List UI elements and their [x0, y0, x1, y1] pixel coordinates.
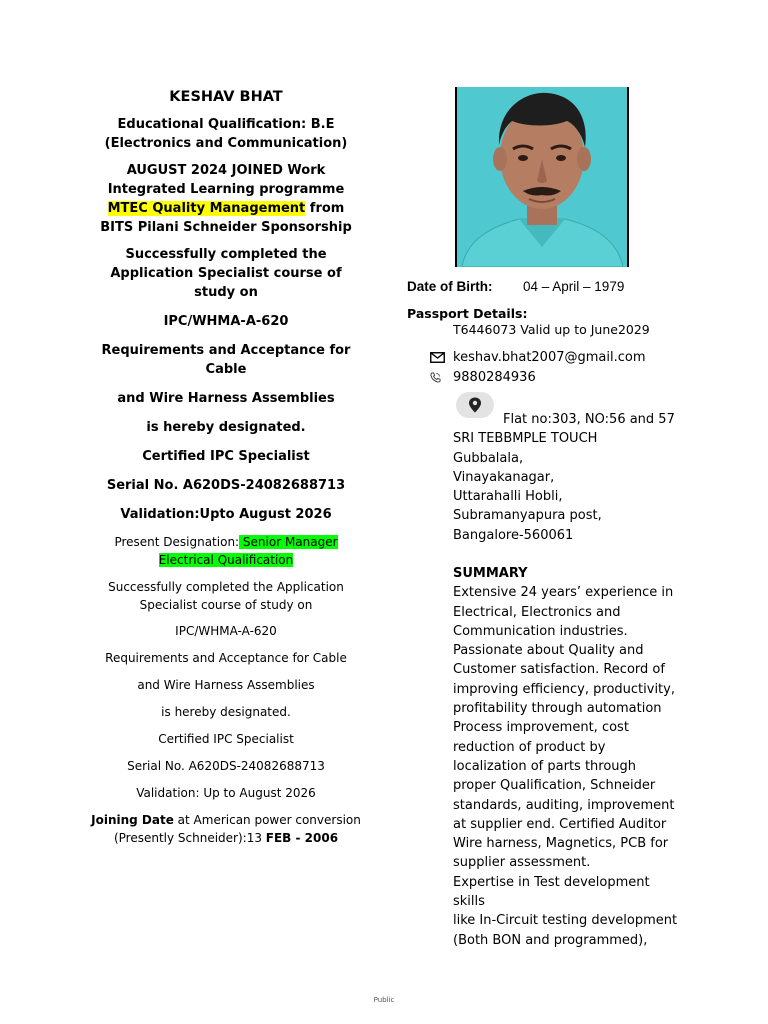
joining-text-2: (Presently Schneider):13 — [113, 831, 266, 845]
designation-label: Present Designation: — [114, 535, 240, 549]
summary-line: standards, auditing, improvement — [453, 797, 675, 813]
plain-cert-serial: Serial No. A620DS-24082688713 — [127, 759, 325, 773]
joining-paragraph — [90, 811, 362, 847]
passport-value: T6446073 Valid up to June2029 — [453, 322, 650, 337]
summary-line: Electrical, Electronics and — [453, 604, 621, 620]
phone-icon — [430, 372, 453, 383]
plain-cert-assemblies: and Wire Harness Assemblies — [137, 678, 315, 692]
summary-line: Process improvement, cost — [453, 720, 629, 736]
education-qualification: Educational Qualification: B.E (Electronics and Communication) — [104, 117, 348, 151]
address-line: Vinayakanagar, — [453, 469, 555, 485]
summary-line: Wire harness, Magnetics, PCB for — [453, 836, 669, 852]
address-line: Flat no:303, NO:56 and 57 — [503, 412, 675, 427]
summary-title: SUMMARY — [453, 566, 528, 581]
summary-line: reduction of product by — [453, 739, 606, 755]
plain-cert-requirements: Requirements and Acceptance for Cable — [105, 651, 347, 665]
plain-cert-validation: Validation: Up to August 2026 — [136, 786, 316, 800]
plain-cert-completed: Successfully completed the Application Specialist course of study on — [108, 580, 344, 612]
summary-line: Passionate about Quality and — [453, 643, 644, 659]
summary-line: Extensive 24 years’ experience in — [453, 585, 674, 601]
classification-footer: Public — [373, 996, 395, 1004]
program-suffix: from BITS Pilani Schneider Sponsorship — [100, 201, 352, 235]
bold-cert-assemblies: and Wire Harness Assemblies — [117, 391, 335, 406]
summary-line: (Both BON and programmed), — [453, 932, 648, 948]
bold-cert-designated: is hereby designated. — [146, 420, 306, 435]
left-column — [90, 88, 362, 847]
summary-line: at supplier end. Certified Auditor — [453, 816, 667, 832]
bold-cert-standard: IPC/WHMA-A-620 — [163, 314, 289, 329]
address-line: Bangalore-560061 — [453, 527, 574, 543]
bold-cert-serial: Serial No. A620DS-24082688713 — [106, 478, 346, 493]
bold-cert-requirements: Requirements and Acceptance for Cable — [101, 343, 351, 377]
plain-cert-designated: is hereby designated. — [161, 705, 291, 719]
profile-photo-illustration — [457, 87, 627, 267]
joining-date: FEB - 2006 — [265, 831, 339, 845]
envelope-icon — [430, 352, 453, 363]
summary-line: profitability through automation — [453, 701, 662, 717]
joining-text-1: at American power conversion — [173, 813, 361, 827]
designation-highlight-2: Electrical Qualification — [158, 553, 294, 567]
bold-cert-validation: Validation:Upto August 2026 — [120, 507, 332, 522]
summary-line: Communication industries. — [453, 623, 628, 639]
address-line: Subramanyapura post, — [453, 508, 602, 524]
plain-cert-certified: Certified IPC Specialist — [158, 732, 294, 746]
bold-cert-completed: Successfully completed the Application Specialist course of study on — [110, 247, 342, 300]
joining-label: Joining Date — [91, 813, 174, 827]
designation-paragraph — [90, 533, 362, 569]
plain-cert-standard: IPC/WHMA-A-620 — [175, 624, 277, 638]
date-of-birth — [407, 279, 624, 294]
email-row — [430, 350, 646, 365]
address-line: SRI TEBBMPLE TOUCH — [453, 431, 598, 447]
summary-line: like In-Circuit testing development — [453, 913, 678, 929]
summary-line: Expertise in Test development skills — [453, 874, 650, 910]
email-address[interactable]: keshav.bhat2007@gmail.com — [453, 350, 646, 365]
phone-row — [430, 370, 536, 385]
candidate-name: KESHAV BHAT — [169, 89, 283, 105]
dob-value: 04 – April – 1979 — [523, 279, 625, 294]
dob-label: Date of Birth: — [407, 279, 493, 294]
summary-line: supplier assessment. — [453, 855, 591, 871]
program-prefix: AUGUST 2024 JOINED Work Integrated Learning programme — [107, 163, 345, 197]
phone-number[interactable]: 9880284936 — [453, 370, 536, 385]
summary-line: Customer satisfaction. Record of — [453, 662, 665, 678]
address-block — [453, 410, 693, 545]
passport-label: Passport Details: — [407, 306, 528, 321]
bold-cert-certified: Certified IPC Specialist — [142, 449, 310, 464]
summary-line: improving efficiency, productivity, — [453, 681, 675, 697]
summary-line: proper Qualification, Schneider — [453, 778, 656, 794]
program-highlight: MTEC Quality Management — [107, 201, 306, 216]
summary-line: localization of parts through — [453, 758, 637, 774]
address-line: Gubbalala, — [453, 450, 524, 466]
program-paragraph — [90, 161, 362, 237]
summary-section — [453, 564, 685, 950]
address-line: Uttarahalli Hobli, — [453, 489, 563, 505]
profile-photo — [455, 87, 629, 267]
designation-highlight-1: Senior Manager — [239, 535, 338, 549]
